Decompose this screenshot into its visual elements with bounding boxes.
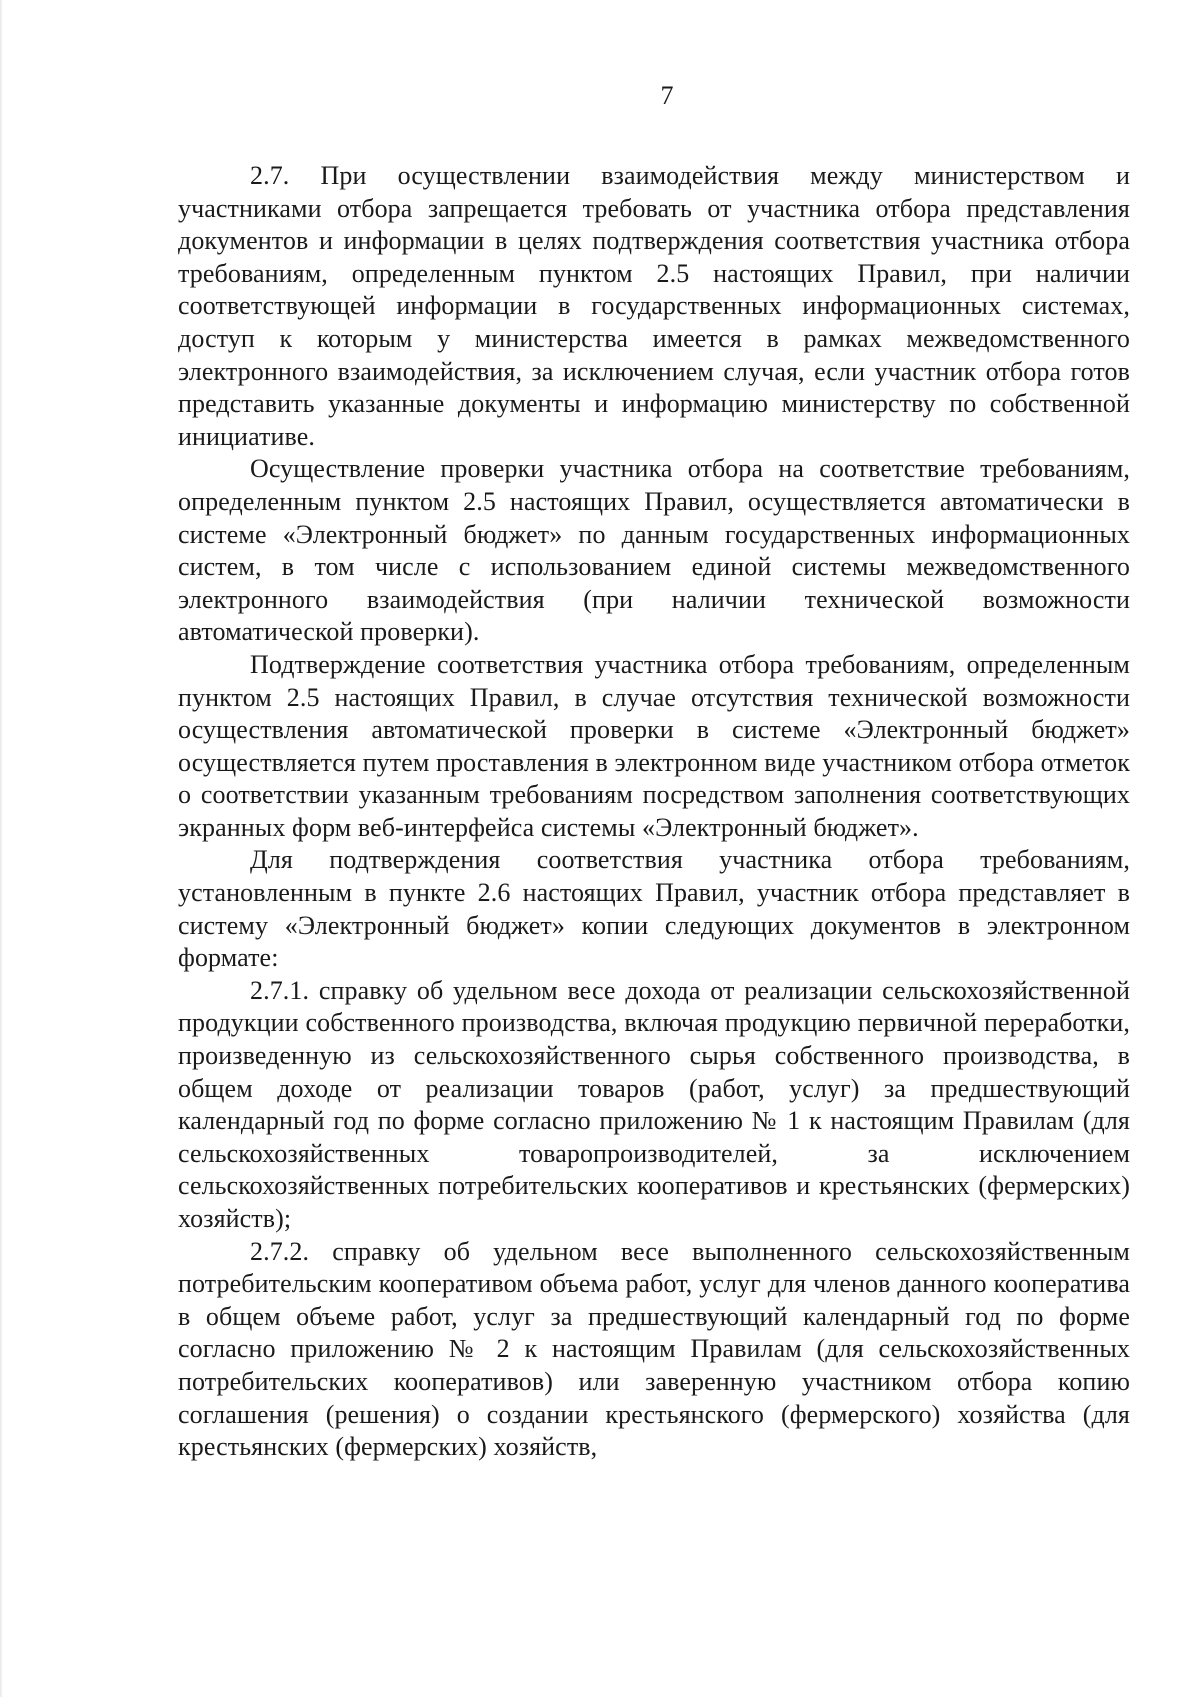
paragraph-automatic-check: Осуществление проверки участника отбора на соответствие требованиям, определенным пунктом 2.5 настоящих Правил, осуществляется автоматически в системе «Электронный бюджет» по данным государственных информационных систем, в том числе с использованием единой системы межведомственного электронного взаимодействия (при наличии технической возможности автоматической проверки). bbox=[178, 454, 1130, 647]
page-number: 7 bbox=[660, 81, 674, 110]
document-body bbox=[178, 160, 1130, 1464]
paragraph-2-7-2: 2.7.2. справку об удельном весе выполненного сельскохозяйственным потребительским кооперативом объема работ, услуг для членов данного кооператива в общем объеме работ, услуг за предшествующий календарный год по форме согласно приложению № 2 к настоящим Правилам (для сельскохозяйственных потребительских кооперативов) или заверенную участником отбора копию соглашения (решения) о создании крестьянского (фермерского) хозяйства (для крестьянских (фермерских) хозяйств, bbox=[178, 1236, 1130, 1462]
paragraph-manual-confirmation: Подтверждение соответствия участника отбора требованиям, определенным пунктом 2.5 настоящих Правил, в случае отсутствия технической возможности осуществления автоматической проверки в системе «Электронный бюджет» осуществляется путем проставления в электронном виде участником отбора отметок о соответствии указанным требованиям посредством заполнения соответствующих экранных форм веб-интерфейса системы «Электронный бюджет». bbox=[178, 649, 1130, 842]
paragraph-2-7-1: 2.7.1. справку об удельном весе дохода от реализации сельскохозяйственной продукции собственного производства, включая продукцию первичной переработки, произведенную из сельскохозяйственного сырья собственного производства, в общем доходе от реализации товаров (работ, услуг) за предшествующий календарный год по форме согласно приложению № 1 к настоящим Правилам (для сельскохозяйственных товаропроизводителей, за исключением сельскохозяйственных потребительских кооперативов и крестьянских (фермерских) хозяйств); bbox=[178, 975, 1130, 1233]
paragraph-documents-list-intro: Для подтверждения соответствия участника отбора требованиям, установленным в пункте 2.6 настоящих Правил, участник отбора представляет в систему «Электронный бюджет» копии следующих документов в электронном формате: bbox=[178, 845, 1130, 973]
scan-edge-shadow bbox=[0, 0, 3, 1697]
paragraph-2-7: 2.7. При осуществлении взаимодействия между министерством и участниками отбора запрещается требовать от участника отбора представления документов и информации в целях подтверждения соответствия участника отбора требованиям, определенным пунктом 2.5 настоящих Правил, при наличии соответствующей информации в государственных информационных системах, доступ к которым у министерства имеется в рамках межведомственного электронного взаимодействия, за исключением случая, если участник отбора готов представить указанные документы и информацию министерству по собственной инициативе. bbox=[178, 161, 1130, 451]
